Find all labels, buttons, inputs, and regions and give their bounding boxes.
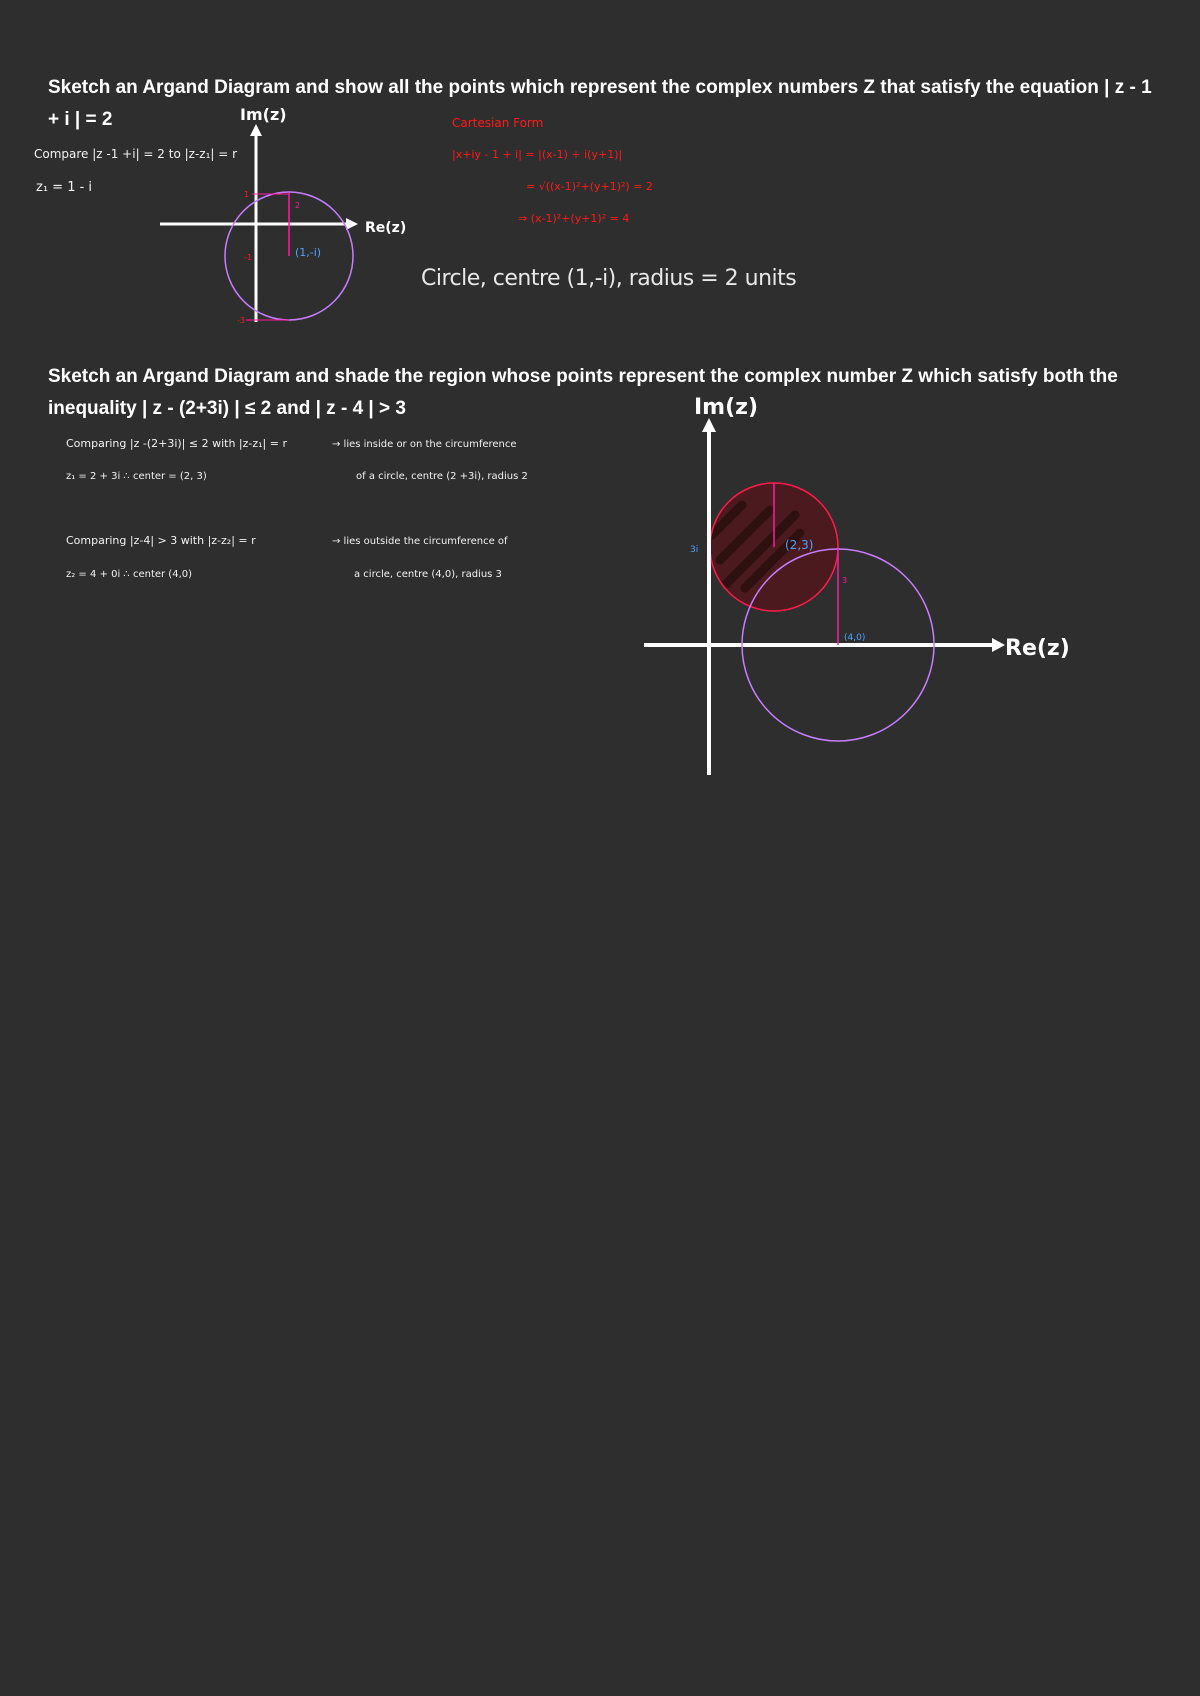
q2-centre-2-label: (4,0)	[844, 633, 866, 643]
q2-work1-conclusion-b: of a circle, centre (2 +3i), radius 2	[356, 471, 528, 482]
q2-work1-conclusion-a: → lies inside or on the circumference	[332, 439, 517, 450]
q1-ytick-mid: -1	[244, 253, 252, 262]
q2-work1-compare: Comparing |z -(2+3i)| ≤ 2 with |z-z₁| = r	[66, 437, 287, 450]
q2-im-label: Im(z)	[694, 395, 759, 420]
argand-diagram-1	[160, 105, 406, 325]
q2-centre-1-label: (2,3)	[785, 538, 814, 552]
q2-real-arrowhead	[992, 638, 1005, 652]
q1-centre-label: (1,-i)	[295, 246, 322, 259]
q2-imaginary-arrowhead	[702, 418, 716, 432]
q1-ytick-top: 1	[244, 190, 250, 199]
argand-diagram-2	[644, 395, 1070, 775]
q1-ytick-bottom: -3	[237, 316, 245, 325]
q2-work2-conclusion-b: a circle, centre (4,0), radius 3	[354, 569, 502, 580]
cartesian-line-2: = √((x-1)²+(y+1)²) = 2	[526, 180, 653, 193]
cartesian-line-3: ⇒ (x-1)²+(y+1)² = 4	[518, 212, 630, 225]
q1-re-label: Re(z)	[365, 220, 407, 236]
q1-imaginary-arrowhead	[250, 124, 262, 136]
q1-z1-note: z₁ = 1 - i	[36, 180, 93, 195]
cartesian-line-1: |x+iy - 1 + i| = |(x-1) + i(y+1)|	[452, 148, 623, 161]
q2-work2-conclusion-a: → lies outside the circumference of	[332, 536, 508, 547]
question-1-text: Sketch an Argand Diagram and show all the points which represent the complex numbers Z that satisfy the equation | z - 1 + i | = 2	[48, 77, 1152, 130]
q2-re-label: Re(z)	[1005, 636, 1070, 661]
question-2-text: Sketch an Argand Diagram and shade the region whose points represent the complex number Z which satisfy both the inequality | z - (2+3i) | ≤ 2 and | z - 4 | > 3	[48, 366, 1118, 419]
q2-ytick-3i: 3i	[690, 545, 699, 555]
q1-im-label: Im(z)	[240, 105, 287, 124]
cartesian-title: Cartesian Form	[452, 116, 544, 130]
q1-radius-label: 2	[295, 201, 301, 210]
q2-work2-centre: z₂ = 4 + 0i ∴ center (4,0)	[66, 569, 193, 580]
q1-compare-note: Compare |z -1 +i| = 2 to |z-z₁| = r	[34, 147, 238, 161]
q2-work2-compare: Comparing |z-4| > 3 with |z-z₂| = r	[66, 534, 256, 547]
q1-conclusion: Circle, centre (1,-i), radius = 2 units	[421, 266, 797, 291]
q2-radius-label: 3	[842, 576, 848, 585]
q2-work1-centre: z₁ = 2 + 3i ∴ center = (2, 3)	[66, 471, 207, 482]
q1-real-arrowhead	[346, 218, 358, 230]
